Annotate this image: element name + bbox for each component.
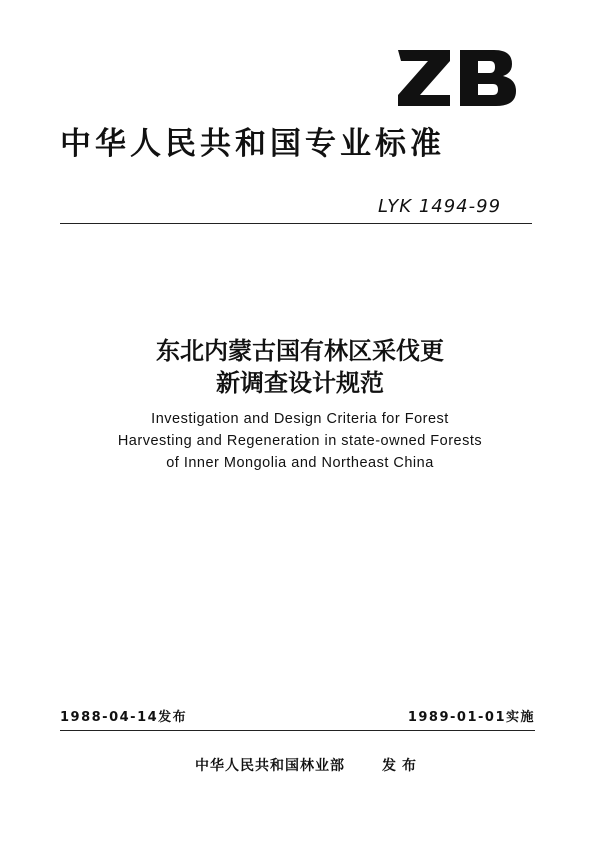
document-title-cn-line-1: 东北内蒙古国有林区采伐更 xyxy=(156,337,444,365)
document-title-en-line-1: Investigation and Design Criteria for Forest xyxy=(151,411,449,427)
document-title-en-line-3: of Inner Mongolia and Northeast China xyxy=(166,455,434,471)
standard-category-title: 中华人民共和国专业标准 xyxy=(60,126,445,162)
publish-label: 发布 xyxy=(382,758,422,774)
zb-logo xyxy=(398,46,518,108)
standard-number: LYK 1494-99 xyxy=(378,196,502,217)
issue-date: 1988-04-14发布 xyxy=(60,710,188,725)
document-title-cn-line-2: 新调查设计规范 xyxy=(216,369,384,397)
header-divider xyxy=(60,223,532,224)
footer-divider xyxy=(60,730,535,731)
implementation-date: 1989-01-01实施 xyxy=(407,710,535,725)
publisher-name: 中华人民共和国林业部 xyxy=(195,758,345,774)
document-title-en-line-2: Harvesting and Regeneration in state-owned Forests xyxy=(117,433,483,449)
